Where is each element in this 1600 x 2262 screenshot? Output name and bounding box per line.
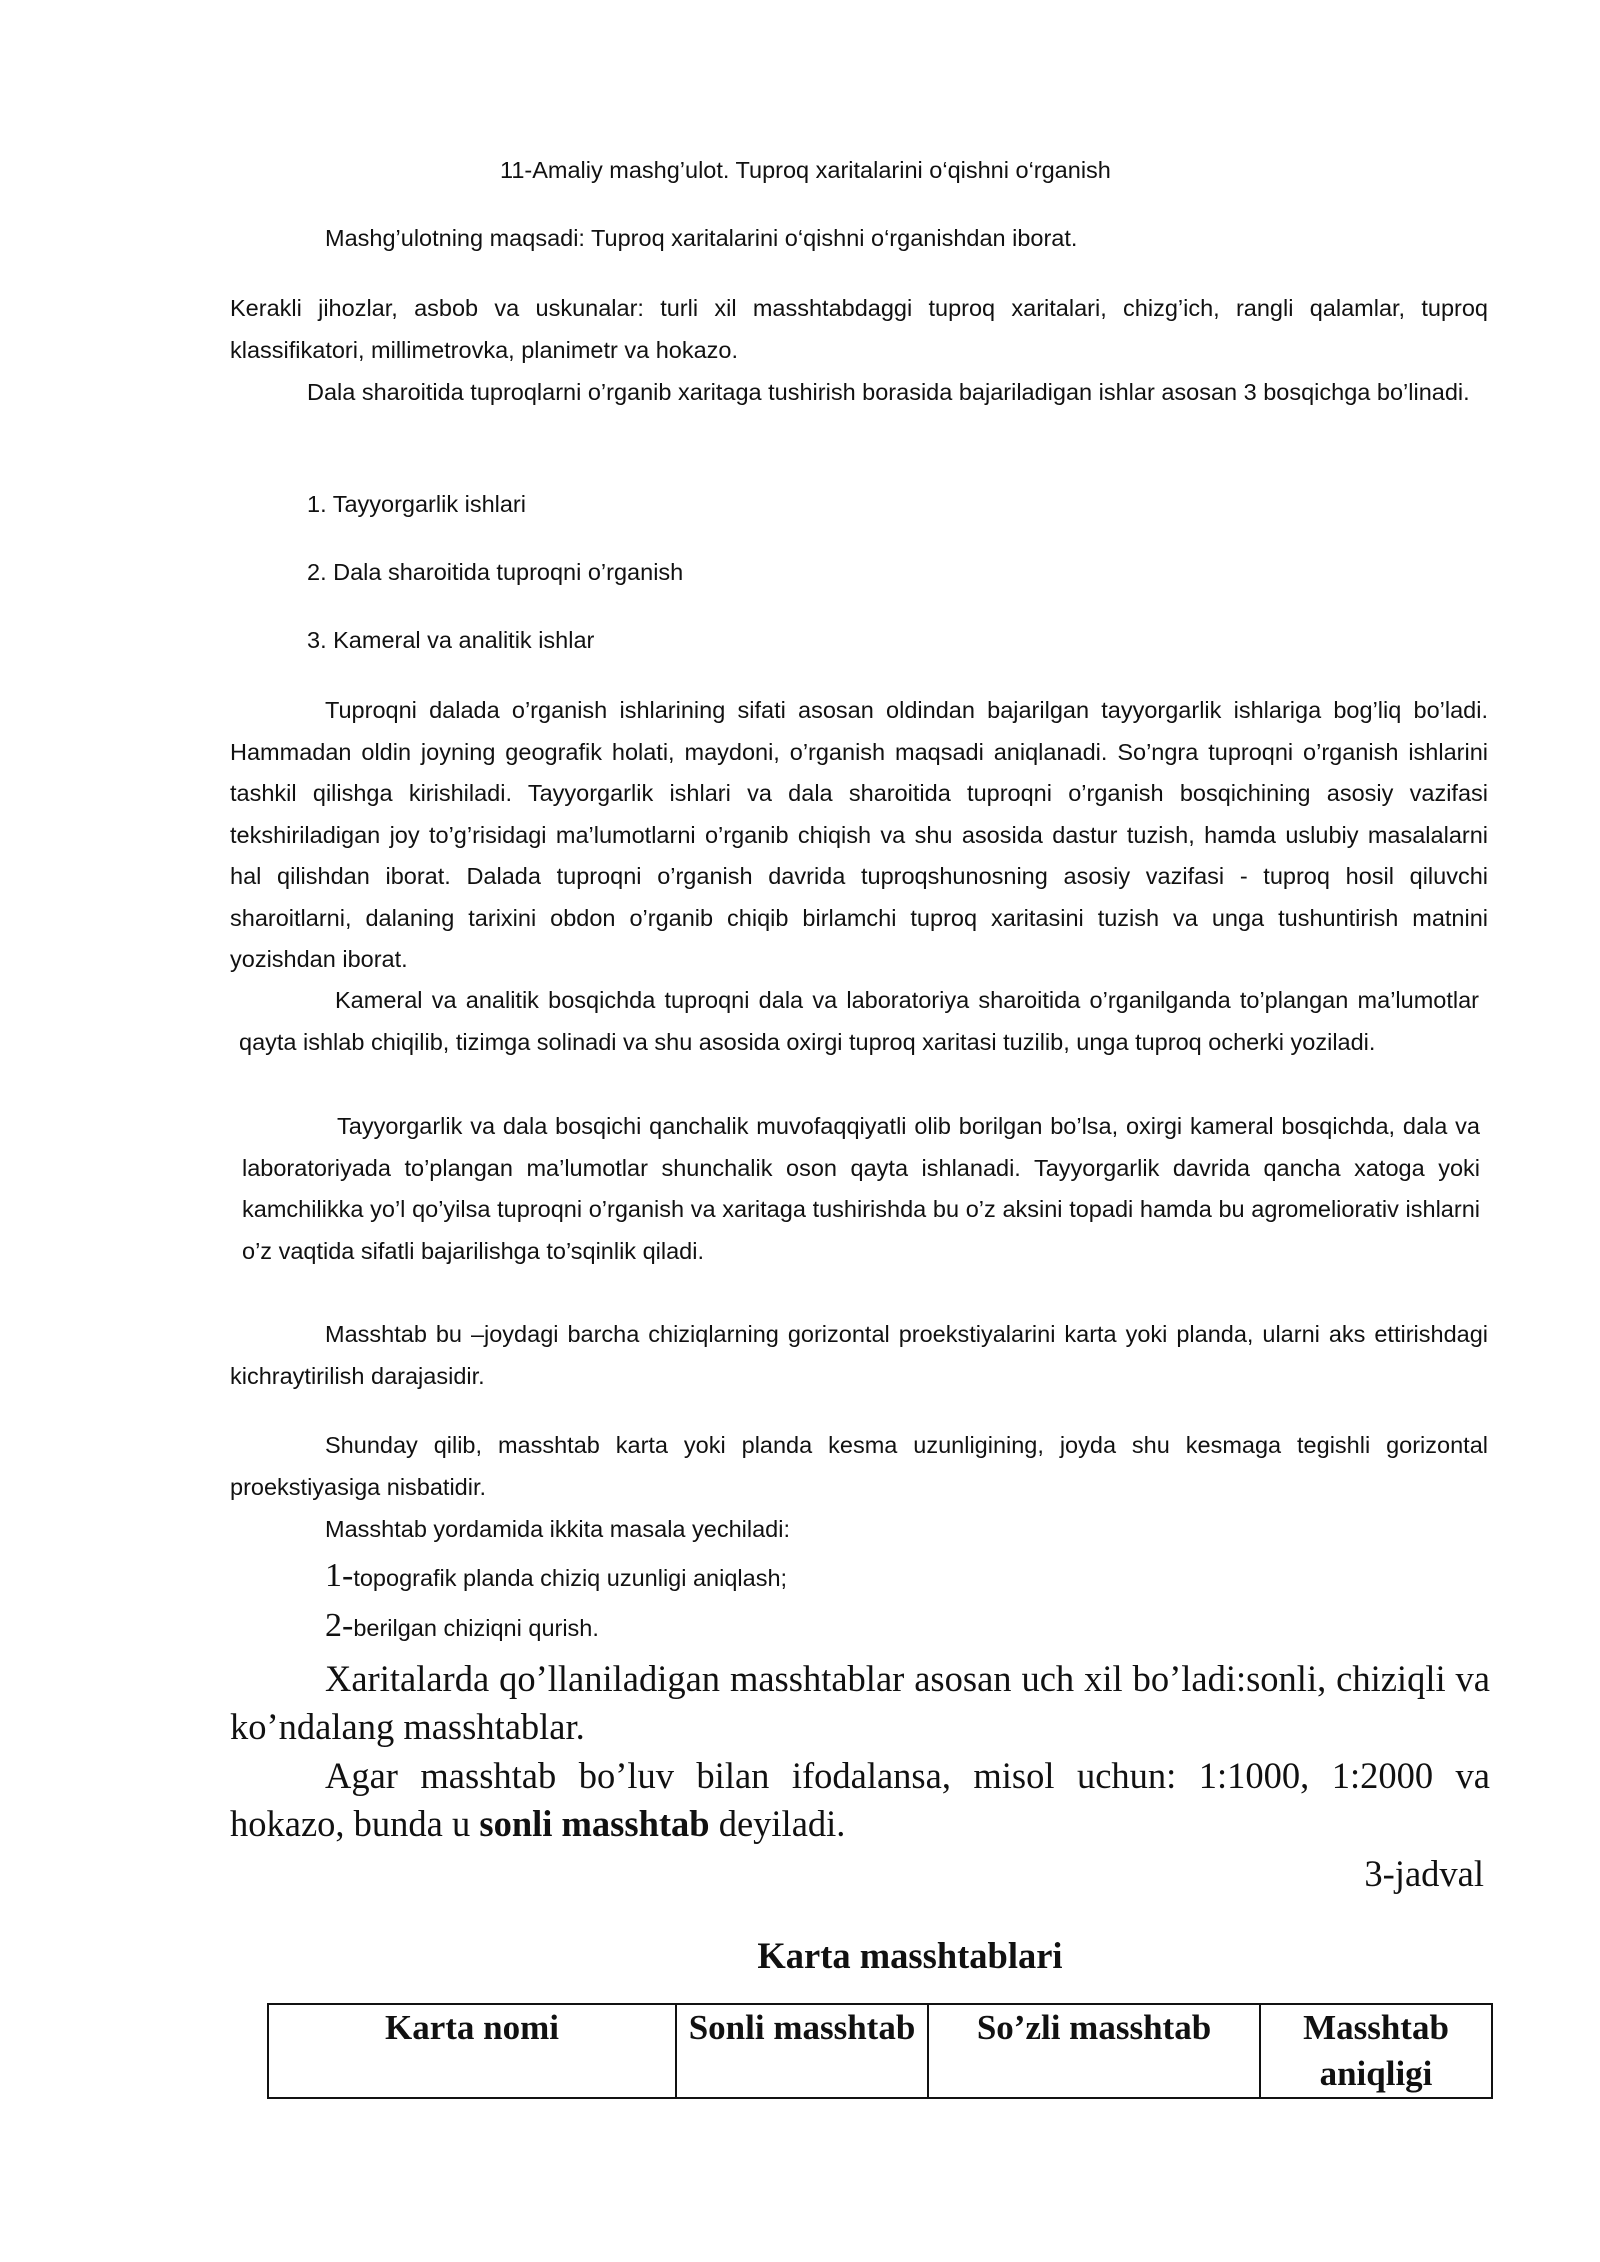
success-paragraph: Tayyorgarlik va dala bosqichi qanchalik muvofaqqiyatli olib borilgan bo’lsa, oxirgi kameral bosqichda, dala va laboratoriyada to’plangan ma’lumotlar shunchalik oson qayta ishlanadi. Tayyorgarlik davrida qancha xatoga yoki kamchilikka yo’l qo’yilsa tuproqni o’rganish va xaritaga tushirishda bu o’z aksini topadi hamda bu agromeliorativ ishlarni o’z vaqtida sifatli bajarilishga to’sqinlik qiladi. (242, 1113, 1480, 1264)
goal-paragraph: Mashg’ulotning maqsadi: Tuproq xaritalarini o‘qishni o‘rganishdan iborat. (325, 225, 1078, 251)
stage-item-3: 3. Kameral va analitik ishlar (307, 627, 595, 653)
task-number-1: 1- (325, 1557, 354, 1594)
equipment-paragraph: Kerakli jihozlar, asbob va uskunalar: turli xil masshtabdaggi tuproq xaritalari, chizg’ich, rangli qalamlar, tuproq klassifikatori, millimetrovka, planimetr va hokazo. (230, 295, 1488, 363)
stage-item-2: 2. Dala sharoitida tuproqni o’rganish (307, 559, 684, 585)
task-text-2: berilgan chiziqni qurish. (353, 1615, 599, 1641)
header-scale-accuracy: Masshtab aniqligi (1260, 2004, 1492, 2098)
preparation-paragraph: Tuproqni dalada o’rganish ishlarining sifati asosan oldindan bajarilgan tayyorgarlik ishlariga bog’liq bo’ladi. Hammadan oldin joyning geografik holati, maydoni, o’rganish maqsadi aniqlanadi. So’ngra tuproqni o’rganish ishlarini tashkil qilishga kirishiladi. Tayyorgarlik ishlari va dala sharoitida tuproqni o’rganish bosqichining asosiy vazifasi tekshiriladigan joy to’g’risidagi ma’lumotlarni o’rganib chiqish va shu asosida dastur tuzish, hamda uslubiy masalalarni hal qilishdan iborat. Dalada tuproqni o’rganish davrida tuproqshunosning asosiy vazifasi - tuproq hosil qiluvchi sharoitlarni, dalaning tarixini obdon o’rganib chiqib birlamchi tuproq xaritasini tuzish va unga tushuntirish matnini yozishdan iborat. (230, 697, 1488, 972)
scale-ratio-paragraph: Shunday qilib, masshtab karta yoki planda kesma uzunligining, joyda shu kesmaga tegishli gorizontal proekstiyasiga nisbatidir. (230, 1432, 1488, 1500)
stages-intro-paragraph: Dala sharoitida tuproqlarni o’rganib xaritaga tushirish borasida bajariladigan ishlar asosan 3 bosqichga bo’linadi. (307, 379, 1470, 405)
task-item-1 (325, 1555, 1325, 1600)
stage-item-1: 1. Tayyorgarlik ishlari (307, 491, 526, 517)
task-item-2 (325, 1605, 1325, 1650)
header-map-name: Karta nomi (268, 2004, 676, 2098)
scale-definition-paragraph: Masshtab bu –joydagi barcha chiziqlarning gorizontal proekstiyalarini karta yoki planda, ularni aks ettirishdagi kichraytirilish darajasidir. (230, 1321, 1488, 1389)
table-header-row (268, 2004, 1492, 2098)
numeric-scale-term: sonli masshtab (479, 1803, 710, 1844)
tasks-intro: Masshtab yordamida ikkita masala yechiladi: (325, 1516, 790, 1542)
numeric-scale-paragraph (230, 1752, 1490, 1848)
cameral-paragraph: Kameral va analitik bosqichda tuproqni dala va laboratoriya sharoitida o’rganilganda to’plangan ma’lumotlar qayta ishlab chiqilib, tizimga solinadi va shu asosida oxirgi tuproq xaritasi tuzilib, unga tuproq ocherki yoziladi. (239, 987, 1479, 1055)
scale-types-paragraph: Xaritalarda qo’llaniladigan masshtablar asosan uch xil bo’ladi:sonli, chiziqli va ko’ndalang masshtablar. (230, 1658, 1490, 1747)
task-number-2: 2- (325, 1607, 354, 1644)
table-number: 3-jadval (1364, 1853, 1484, 1894)
task-text-1: topografik planda chiziq uzunligi aniqlash; (353, 1565, 788, 1591)
table-title: Karta masshtablari (757, 1935, 1063, 1976)
header-verbal-scale: So’zli masshtab (928, 2004, 1260, 2098)
numeric-scale-text-end: deyiladi. (709, 1803, 846, 1844)
scales-table (267, 2003, 1493, 2099)
numeric-scale-text: Agar masshtab bo’luv bilan ifodalansa, misol uchun: 1:1000, 1:2000 va hokazo, bunda u (230, 1755, 1490, 1844)
header-numeric-scale: Sonli masshtab (676, 2004, 928, 2098)
document-title: 11-Amaliy mashg’ulot. Tuproq xaritalarini o‘qishni o‘rganish (500, 157, 1111, 183)
